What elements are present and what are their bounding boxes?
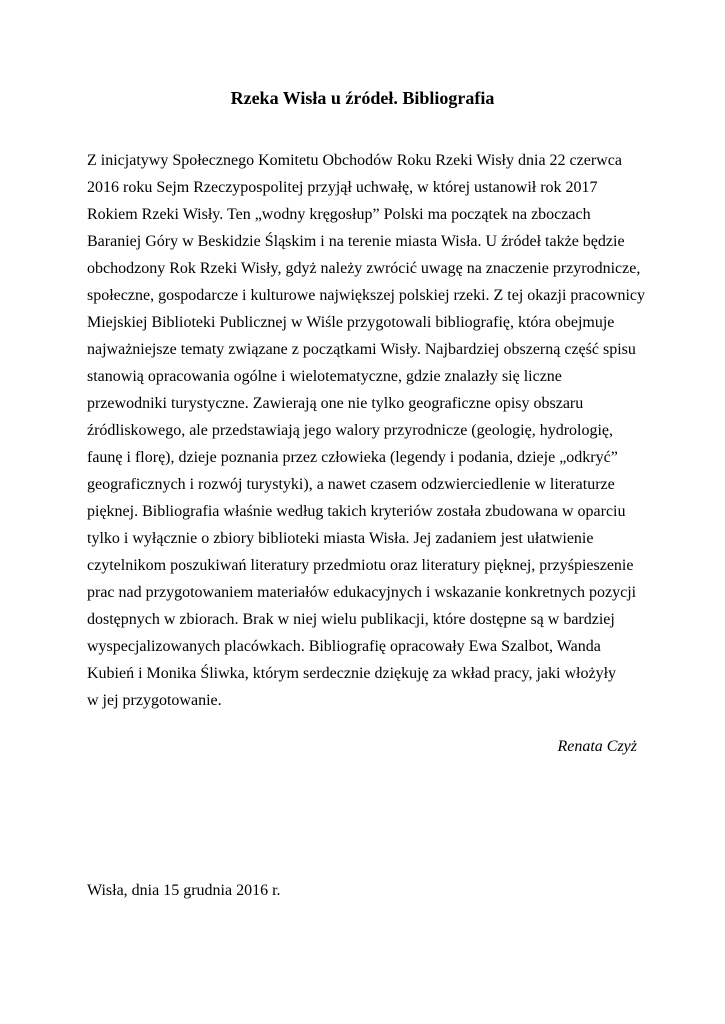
author-signature: Renata Czyż <box>557 738 637 755</box>
body-line: obchodzony Rok Rzeki Wisły, gdyż należy zwrócić uwagę na znaczenie przyrodnicze, <box>87 260 641 277</box>
body-line: w jej przygotowanie. <box>87 692 222 709</box>
body-line: najważniejsze tematy związane z początkami Wisły. Najbardziej obszerną część spisu <box>87 341 636 358</box>
body-line: przewodniki turystyczne. Zawierają one nie tylko geograficzne opisy obszaru <box>87 395 584 412</box>
body-line: dostępnych w zbiorach. Brak w niej wielu publikacji, które dostępne są w bardziej <box>87 611 615 628</box>
body-line: Baraniej Góry w Beskidzie Śląskim i na terenie miasta Wisła. U źródeł także będzie <box>87 233 625 250</box>
body-line: faunę i florę), dzieje poznania przez człowieka (legendy i podania, dzieje „odkryć” <box>87 449 618 466</box>
body-line: źródliskowego, ale przedstawiają jego walory przyrodnicze (geologię, hydrologię, <box>87 422 614 439</box>
document-title: Rzeka Wisła u źródeł. Bibliografia <box>230 88 495 108</box>
body-line: wyspecjalizowanych placówkach. Bibliografię opracowały Ewa Szalbot, Wanda <box>87 638 601 655</box>
body-line: społeczne, gospodarcze i kulturowe największej polskiej rzeki. Z tej okazji pracownicy <box>87 287 646 304</box>
body-line: geograficznych i rozwój turystyki), a nawet czasem odzwierciedlenie w literaturze <box>87 476 615 493</box>
body-line: czytelnikom poszukiwań literatury przedmiotu oraz literatury pięknej, przyśpieszenie <box>87 557 634 574</box>
body-line: Z inicjatywy Społecznego Komitetu Obchodów Roku Rzeki Wisły dnia 22 czerwca <box>87 152 622 169</box>
date-place-line: Wisła, dnia 15 grudnia 2016 r. <box>87 882 281 899</box>
body-line: Miejskiej Biblioteki Publicznej w Wiśle przygotowali bibliografię, która obejmuje <box>87 314 615 331</box>
body-line: Rokiem Rzeki Wisły. Ten „wodny kręgosłup” Polski ma początek na zboczach <box>87 206 591 223</box>
body-paragraph <box>87 147 647 714</box>
body-line: prac nad przygotowaniem materiałów edukacyjnych i wskazanie konkretnych pozycji <box>87 584 637 601</box>
body-line: stanowią opracowania ogólne i wielotematyczne, gdzie znalazły się liczne <box>87 368 562 385</box>
body-line: Kubień i Monika Śliwka, którym serdecznie dziękuję za wkład pracy, jaki włożyły <box>87 665 617 682</box>
body-line: 2016 roku Sejm Rzeczypospolitej przyjął uchwałę, w której ustanowił rok 2017 <box>87 179 598 196</box>
body-line: pięknej. Bibliografia właśnie według takich kryteriów została zbudowana w oparciu <box>87 503 626 520</box>
body-line: tylko i wyłącznie o zbiory biblioteki miasta Wisła. Jej zadaniem jest ułatwienie <box>87 530 594 547</box>
